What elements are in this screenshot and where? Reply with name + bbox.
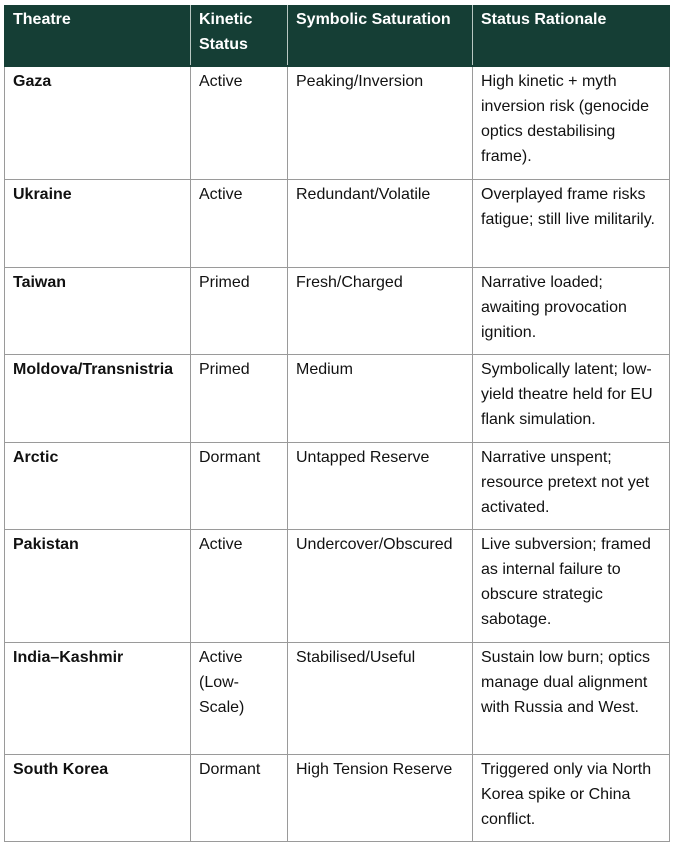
table-row (5, 529, 670, 642)
cell-symbolic-saturation: Fresh/Charged (288, 267, 473, 354)
cell-kinetic-status: Active (191, 529, 288, 642)
table-row (5, 442, 670, 529)
table-row (5, 179, 670, 267)
cell-status-rationale: Narrative unspent; resource pretext not yet activated. (473, 442, 670, 529)
header-symbolic-saturation: Symbolic Saturation (288, 6, 473, 67)
header-row (5, 6, 670, 67)
cell-kinetic-status: Active (191, 66, 288, 179)
cell-theatre: South Korea (5, 754, 191, 841)
cell-kinetic-status: Primed (191, 354, 288, 442)
table-body (5, 66, 670, 841)
cell-theatre: Moldova/Transnistria (5, 354, 191, 442)
cell-status-rationale: Symbolically latent; low-yield theatre held for EU flank simulation. (473, 354, 670, 442)
cell-status-rationale: High kinetic + myth inversion risk (genocide optics destabilising frame). (473, 66, 670, 179)
cell-status-rationale: Triggered only via North Korea spike or China conflict. (473, 754, 670, 841)
table-row (5, 354, 670, 442)
cell-status-rationale: Sustain low burn; optics manage dual alignment with Russia and West. (473, 642, 670, 754)
cell-symbolic-saturation: Undercover/Obscured (288, 529, 473, 642)
cell-status-rationale: Live subversion; framed as internal failure to obscure strategic sabotage. (473, 529, 670, 642)
cell-theatre: Taiwan (5, 267, 191, 354)
cell-symbolic-saturation: Medium (288, 354, 473, 442)
cell-symbolic-saturation: Untapped Reserve (288, 442, 473, 529)
table-row (5, 66, 670, 179)
table-row (5, 267, 670, 354)
cell-theatre: Ukraine (5, 179, 191, 267)
cell-symbolic-saturation: High Tension Reserve (288, 754, 473, 841)
cell-kinetic-status: Dormant (191, 754, 288, 841)
header-status-rationale: Status Rationale (473, 6, 670, 67)
header-theatre: Theatre (5, 6, 191, 67)
cell-symbolic-saturation: Peaking/Inversion (288, 66, 473, 179)
cell-symbolic-saturation: Stabilised/Useful (288, 642, 473, 754)
cell-kinetic-status: Active (191, 179, 288, 267)
table-row (5, 642, 670, 754)
cell-kinetic-status: Primed (191, 267, 288, 354)
cell-theatre: India–Kashmir (5, 642, 191, 754)
table-header (5, 6, 670, 67)
table-row (5, 754, 670, 841)
cell-theatre: Pakistan (5, 529, 191, 642)
cell-symbolic-saturation: Redundant/Volatile (288, 179, 473, 267)
cell-status-rationale: Overplayed frame risks fatigue; still live militarily. (473, 179, 670, 267)
cell-kinetic-status: Dormant (191, 442, 288, 529)
cell-kinetic-status: Active (Low-Scale) (191, 642, 288, 754)
header-kinetic-status: Kinetic Status (191, 6, 288, 67)
cell-status-rationale: Narrative loaded; awaiting provocation ignition. (473, 267, 670, 354)
cell-theatre: Gaza (5, 66, 191, 179)
cell-theatre: Arctic (5, 442, 191, 529)
theatre-status-table (4, 5, 670, 842)
